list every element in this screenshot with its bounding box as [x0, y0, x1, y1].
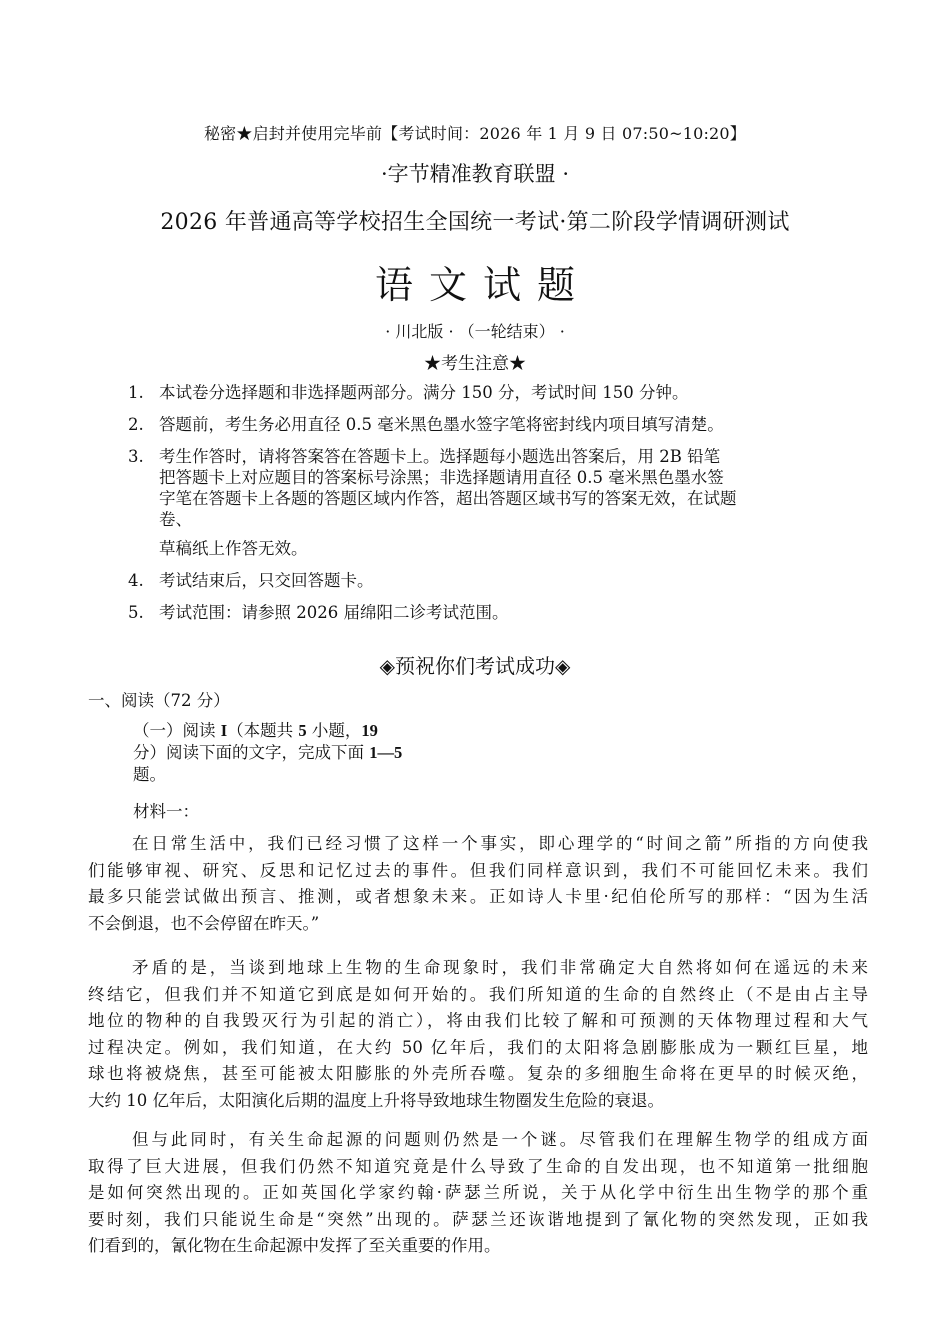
part-bold: 5: [298, 721, 307, 740]
notice-text: [159, 414, 828, 435]
secret-line: 秘密★启封并使用完毕前【考试时间：2026 年 1 月 9 日 07:50~10:20】: [203, 124, 747, 143]
paragraph-line: 要时刻，我们只能说生命是“突然”出现的。萨瑟兰还诙谐地提到了氰化物的突然发现，正如我: [88, 1209, 868, 1229]
notice-line: 考生作答时，请将答案答在答题卡上。选择题每小题选出答案后，用 2B 铅笔: [159, 447, 721, 466]
notice-number: 3.: [128, 447, 144, 466]
paragraph-line: 不会倒退，也不会停留在昨天。”: [88, 913, 320, 933]
notice-item: [128, 414, 828, 435]
part-text: （本题共: [227, 721, 299, 740]
notice-list: [128, 382, 828, 634]
part-heading-line: [133, 742, 493, 764]
notice-line: 字笔在答题卡上各题的答题区域内作答，超出答题区域书写的答案无效，在试题: [159, 489, 737, 508]
wish-banner: ◈预祝你们考试成功◈: [379, 654, 571, 678]
notice-number: 5.: [128, 603, 144, 622]
paragraph-line: 取得了巨大进展，但我们仍然不知道究竟是什么导致了生命的自发出现，也不知道第一批细胞: [88, 1156, 868, 1176]
notice-item: [128, 570, 828, 591]
notice-line: 考试结束后，只交回答题卡。: [159, 571, 374, 590]
paragraph-line: 们能够审视、研究、反思和记忆过去的事件。但我们同样意识到，我们不可能回忆未来。我们: [88, 860, 868, 880]
notice-text: [159, 382, 828, 403]
paragraph: [88, 1127, 868, 1260]
paragraph: [88, 831, 868, 937]
part-heading-line: 题。: [133, 765, 166, 784]
part-text: 小题，: [306, 721, 362, 740]
notice-number: 4.: [128, 571, 144, 590]
notice-heading: ★考生注意★: [424, 354, 526, 374]
paragraph-line: 是如何突然出现的。正如英国化学家约翰·萨瑟兰所说，关于从化学中衍生出生物学的那个重: [88, 1183, 868, 1202]
part-heading-line: [133, 720, 493, 742]
paragraph-line: 终结它，但我们并不知道它到底是如何开始的。我们所知道的生命的自然终止（不是由占主导: [88, 984, 868, 1004]
alliance-name: ·字节精准教育联盟 ·: [380, 162, 570, 186]
paragraph-line: 最多只能尝试做出预言、推测，或者想象未来。正如诗人卡里·纪伯伦所写的那样：“因为生活: [88, 887, 868, 906]
notice-line: 本试卷分选择题和非选择题两部分。满分 150 分，考试时间 150 分钟。: [159, 383, 689, 402]
notice-item: [128, 382, 828, 403]
part-heading: [133, 720, 493, 786]
notice-line: 把答题卡上对应题目的答案标号涂黑；非选择题请用直径 0.5 毫米黑色墨水签: [159, 468, 724, 487]
notice-line: 考试范围：请参照 2026 届绵阳二诊考试范围。: [159, 603, 509, 622]
part-bold: 19: [361, 721, 378, 740]
notice-line: 答题前，考生务必用直径 0.5 毫米黑色墨水签字笔将密封线内项目填写清楚。: [159, 415, 724, 434]
notice-line: 草稿纸上作答无效。: [159, 539, 308, 558]
material-label: 材料一：: [133, 802, 199, 821]
part-text: 分）阅读下面的文字，完成下面: [133, 743, 370, 762]
edition-label: · 川北版 · （一轮结束） ·: [385, 322, 565, 341]
notice-line: 卷、: [159, 510, 192, 529]
paragraph-line: 地位的物种的自我毁灭行为引起的消亡），将由我们比较了解和可预测的天体物理过程和大气: [88, 1011, 868, 1030]
notice-item: [128, 446, 828, 530]
part-bold: I: [220, 721, 228, 740]
paragraph-line: 们看到的，氰化物在生命起源中发挥了至关重要的作用。: [88, 1236, 501, 1255]
notice-text: [159, 570, 828, 591]
notice-number: 1.: [128, 383, 144, 402]
paragraph-line: 球也将被烧焦，甚至可能被太阳膨胀的外壳所吞噬。复杂的多细胞生命将在更早的时候灭绝，: [88, 1064, 868, 1083]
paragraph-line: 大约 10 亿年后，太阳演化后期的温度上升将导致地球生物圈发生危险的衰退。: [88, 1090, 664, 1110]
notice-item: [128, 602, 828, 623]
paragraph: [88, 955, 868, 1114]
part-bold: 1—5: [369, 743, 403, 762]
paragraph-line: 但与此同时，有关生命起源的问题则仍然是一个谜。尽管我们在理解生物学的组成方面: [132, 1130, 868, 1149]
subject-title: 语文试题: [374, 263, 591, 307]
notice-text: [159, 602, 828, 623]
notice-number: 2.: [128, 415, 144, 434]
notice-text: [159, 446, 828, 530]
exam-title: 2026 年普通高等学校招生全国统一考试·第二阶段学情调研测试: [160, 210, 790, 235]
paragraph-line: 在日常生活中，我们已经习惯了这样一个事实，即心理学的“时间之箭”所指的方向使我: [132, 834, 868, 853]
paragraph-line: 过程决定。例如，我们知道，在大约 50 亿年后，我们的太阳将急剧膨胀成为一颗红巨星，地: [88, 1037, 868, 1057]
paragraph-line: 矛盾的是，当谈到地球上生物的生命现象时，我们非常确定大自然将如何在遥远的未来: [132, 958, 868, 977]
part-text: （一）阅读: [133, 721, 221, 740]
section-heading: 一、阅读（72 分）: [88, 691, 230, 710]
